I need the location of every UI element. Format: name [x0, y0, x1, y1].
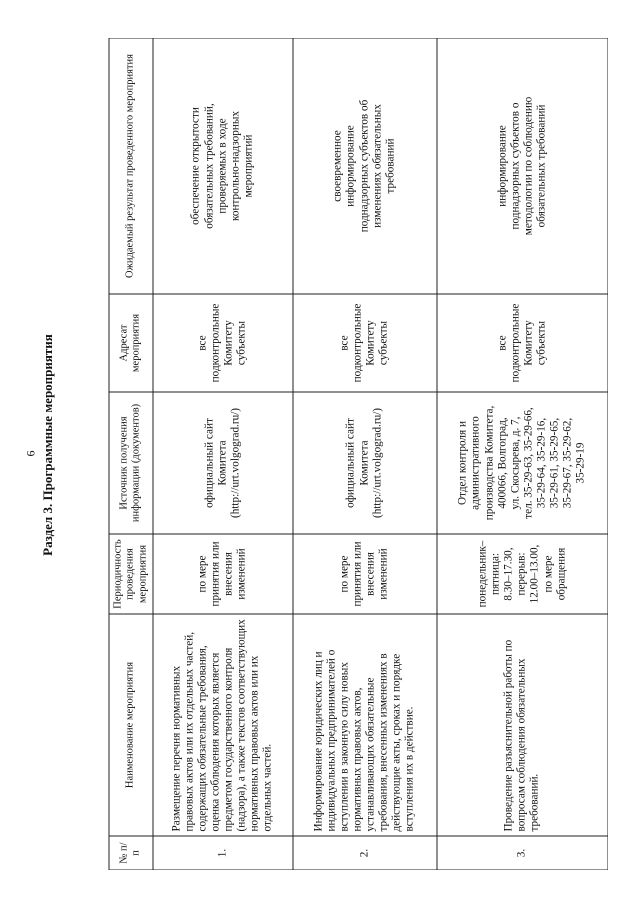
program-activities-table	[109, 38, 609, 870]
header-num: № п/п	[109, 836, 153, 870]
header-source: Источник получения информации (документов)	[109, 392, 153, 534]
row-source: Отдел контроля и административного производства Комитета, 400066, Волгоград, ул. Скосырева, д. 7, тел. 35-29-63, 35-29-66, 35-29-64, 35-29-16, 35-29-61, 35-29-65, 35-29-67, 35-29-62, 35-29-19	[437, 392, 608, 534]
row-num: 2.	[293, 836, 437, 870]
table-row	[153, 38, 293, 870]
header-addressee: Адресат мероприятия	[109, 294, 153, 392]
header-name: Наименование мероприятия	[109, 614, 153, 836]
table-row	[293, 38, 437, 870]
table-header-row	[109, 38, 153, 870]
row-source: официальный сайт Комитета (http://urt.volgograd.ru/)	[153, 392, 293, 534]
header-period: Периодичность проведения мероприятия	[109, 534, 153, 614]
section-title: Раздел 3. Программные мероприятия	[40, 334, 55, 556]
row-addressee: все подконтрольные Комитету субъекты	[153, 294, 293, 392]
table-row	[437, 38, 608, 870]
row-name: Проведение разъяснительной работы по вопросам соблюдения обязательных требований.	[437, 614, 608, 836]
row-period: понедельник– пятница: 8.30–17.30, перерыв: 12.00–13.00, по мере обращения	[437, 534, 608, 614]
row-num: 3.	[437, 836, 608, 870]
row-period: по мере принятия или внесения изменений	[293, 534, 437, 614]
row-name: Информирование юридических лиц и индивидуальных предпринимателей о вступлении в законную силу новых нормативных правовых актов, устанавливающих обязательные требования, внесенных изменениях в действующие акты, сроках и порядке вступления их в действие.	[293, 614, 437, 836]
row-result: информирование поднадзорных субъектов о методологии по соблюдению обязательных требований	[437, 38, 608, 294]
page-number: 6	[23, 450, 38, 457]
row-period: по мере принятия или внесения изменений	[153, 534, 293, 614]
row-addressee: все подконтрольные Комитету субъекты	[293, 294, 437, 392]
row-result: своевременное информирование поднадзорных субъектов об изменениях обязательных требований	[293, 38, 437, 294]
row-result: обеспечение открытости обязательных требований, проверяемых в ходе контрольно-надзорных мероприятий	[153, 38, 293, 294]
row-source: официальный сайт Комитета (http://urt.volgograd.ru/)	[293, 392, 437, 534]
header-result: Ожидаемый результат проведенного мероприятия	[109, 38, 153, 294]
program-table-wrapper	[108, 38, 608, 870]
row-name: Размещение перечня нормативных правовых актов или их отдельных частей, содержащих обязательные требования, оценка соблюдения которых является предметом государственного контроля (надзора), а также текстов соответствующих нормативных правовых актов или их отдельных частей.	[153, 614, 293, 836]
row-addressee: все подконтрольные Комитету субъекты	[437, 294, 608, 392]
row-num: 1.	[153, 836, 293, 870]
